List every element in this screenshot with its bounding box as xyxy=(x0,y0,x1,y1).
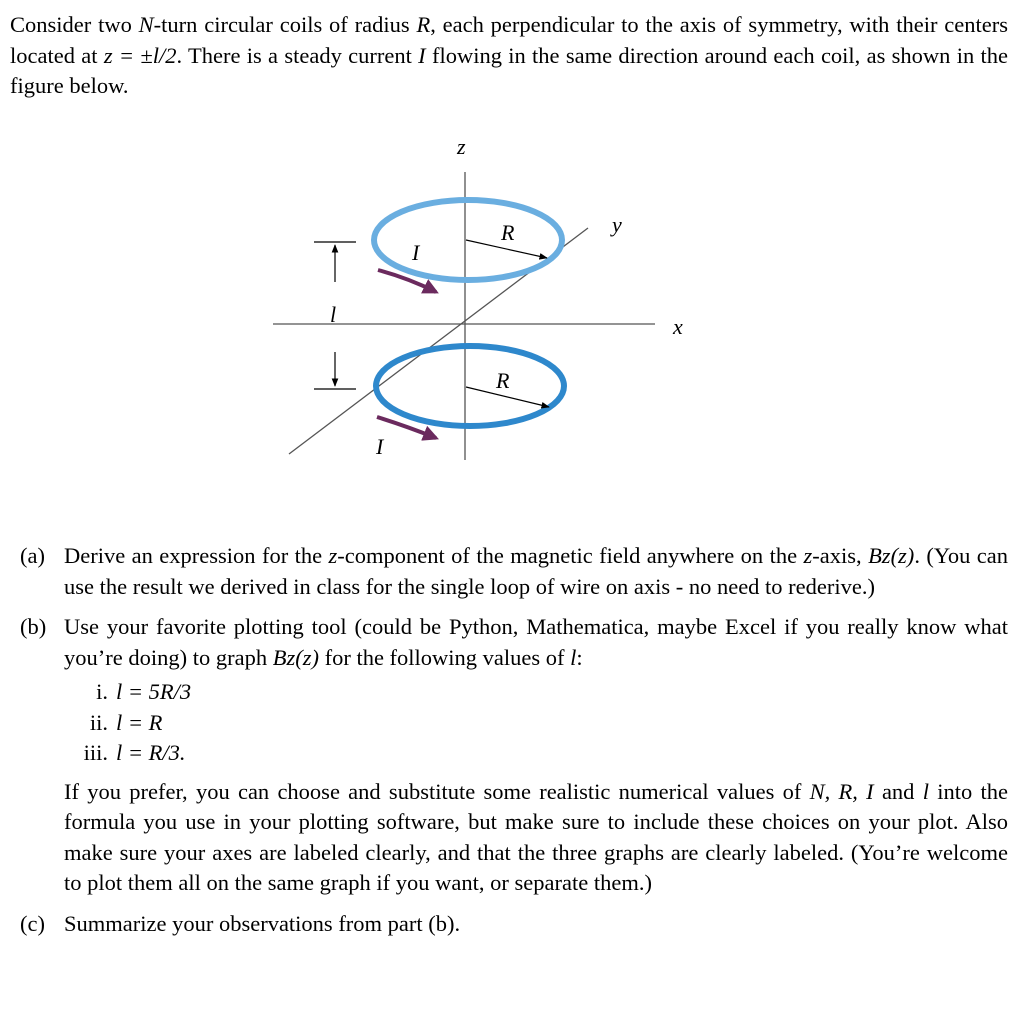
part-b-note-3: into the formula you use in your plotting software, but make sure to include these choices on your plot. Also make sure your axes are labeled clearly, and that the three graphs are clearly labeled. (You’re welcome to plot them all on the same graph if you want, or separate them.) xyxy=(64,778,1008,895)
intro-paragraph xyxy=(10,10,1008,102)
part-b-text xyxy=(64,612,1008,673)
part-b-note-1: If you prefer, you can choose and substitute some realistic numerical values of xyxy=(64,778,810,804)
z-axis-label: z xyxy=(457,134,466,159)
list-item-expr: l = R xyxy=(116,709,163,735)
part-a-text-4: . (You can use the result we derived in class for the single loop of wire on axis - no need to rederive.) xyxy=(64,543,1008,599)
part-b-note xyxy=(64,777,1008,899)
bz-expression: Bz(z) xyxy=(272,644,319,670)
part-c-label: (c) xyxy=(20,910,45,936)
list-item xyxy=(64,677,1008,708)
part-c xyxy=(20,909,1008,940)
part-a-text-1: Derive an expression for the xyxy=(64,543,329,568)
var-r: R xyxy=(416,12,431,37)
coil-position-expr: z = ±l/2 xyxy=(103,42,177,68)
list-item-expr: l = 5R/3 xyxy=(116,679,192,704)
radius-label-bottom: R xyxy=(496,368,510,393)
intro-text: Consider two xyxy=(10,12,139,37)
part-b-text-2: for the following values of xyxy=(318,644,571,670)
current-label-bottom: I xyxy=(376,434,384,459)
var-z: z xyxy=(328,543,338,568)
l-values-list xyxy=(64,677,1008,769)
bz-expression: Bz(z) xyxy=(868,543,915,568)
var-i: I xyxy=(418,42,426,68)
x-axis-label: x xyxy=(673,314,683,339)
part-b-text-1: Use your favorite plotting tool (could be Python, Mathematica, maybe Excel if you really know what you’re doing) to graph xyxy=(64,614,1008,670)
part-b-label: (b) xyxy=(20,614,47,639)
current-label-top: I xyxy=(412,240,420,265)
list-item xyxy=(64,738,1008,769)
var-l: l xyxy=(570,644,577,670)
list-item-number: i. xyxy=(96,679,108,704)
part-b-note-2: and xyxy=(873,778,923,804)
list-item xyxy=(64,708,1008,739)
list-item-number: iii. xyxy=(83,740,108,765)
var-z: z xyxy=(803,543,813,568)
part-b xyxy=(20,612,1008,899)
intro-text: . There is a steady current xyxy=(176,42,419,68)
intro-text: -turn circular coils of radius xyxy=(153,12,417,37)
part-a xyxy=(20,541,1008,602)
part-a-text-2: -component of the magnetic field anywhere on the xyxy=(337,543,804,568)
part-b-text-3: : xyxy=(576,644,583,670)
separation-label: l xyxy=(330,302,337,327)
coil-figure xyxy=(0,120,1024,480)
intro-text: , each perpendicular to the axis of symmetry, with their centers located at xyxy=(10,12,1008,68)
radius-label-top: R xyxy=(501,220,515,245)
part-a-text-3: -axis, xyxy=(812,543,869,568)
problem-parts xyxy=(20,541,1008,949)
var-list: N, R, I xyxy=(809,778,874,804)
bottom-coil xyxy=(376,346,564,426)
list-item-expr: l = R/3. xyxy=(116,740,186,765)
part-a-text xyxy=(64,541,1008,602)
part-a-label: (a) xyxy=(20,543,45,568)
coil-diagram xyxy=(0,120,1024,480)
var-l: l xyxy=(922,778,929,804)
intro-text: flowing in the same direction around each coil, as shown in the figure below. xyxy=(10,42,1009,98)
var-n: N xyxy=(138,12,154,37)
y-axis-label: y xyxy=(612,212,622,237)
list-item-number: ii. xyxy=(89,709,108,735)
part-c-text: Summarize your observations from part (b). xyxy=(64,910,461,936)
